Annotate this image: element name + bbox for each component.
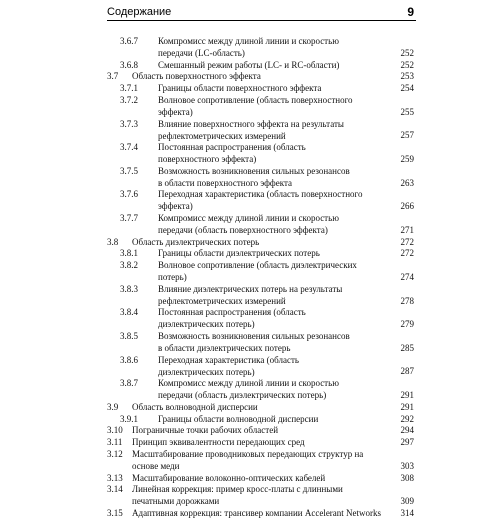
toc-entry-title-line: потерь) — [158, 272, 187, 283]
toc-entry-title — [132, 424, 278, 436]
toc-entry-title — [158, 413, 318, 425]
toc-entry-number: 3.7.7 — [120, 213, 138, 223]
header-page-number: 9 — [407, 5, 414, 19]
toc-entry-title-line: в области диэлектрических потерь — [158, 343, 291, 353]
toc-entry-page: 272 — [400, 236, 414, 247]
toc-entry-title-line: Масштабирование проводниковых передающих структур на — [132, 449, 364, 459]
toc-entry-number: 3.8.5 — [120, 331, 138, 341]
toc-entry-title-line: передачи (LC-область) — [158, 48, 245, 58]
toc-entry-title-line: передачи (область поверхностного эффекта) — [158, 225, 328, 235]
toc-entry-title-line: диэлектрических потерь) — [158, 366, 255, 377]
toc-entry-number: 3.9.1 — [120, 413, 138, 424]
toc-entry-title-line: Границы области диэлектрических потерь — [158, 248, 320, 259]
toc-entry-title-line: передачи (область диэлектрических потерь) — [158, 390, 327, 401]
toc-entry-title — [158, 82, 321, 94]
toc-entry-page: 271 — [400, 224, 414, 235]
toc-entry-title-line: Влияние диэлектрических потерь на результаты — [158, 283, 343, 294]
toc-entry-number: 3.11 — [107, 437, 123, 448]
toc-entry-title-line: эффекта) — [158, 201, 193, 212]
toc-entry-title — [158, 247, 320, 259]
toc-entry-number: 3.6.8 — [120, 59, 138, 70]
toc-entry-number: 3.8.2 — [120, 260, 138, 271]
header-title: Содержание — [107, 6, 172, 18]
toc-entry-number: 3.12 — [107, 449, 123, 459]
toc-entry-title-line: Постоянная распространения (область — [158, 142, 306, 153]
toc-entry-title — [158, 165, 350, 189]
toc-entry-page: 263 — [400, 177, 414, 188]
toc-entry-number: 3.7.4 — [120, 142, 138, 153]
toc-entry-title-line: поверхностного эффекта) — [158, 154, 257, 165]
toc-entry-number: 3.8.3 — [120, 283, 138, 294]
toc-entry-number: 3.8.6 — [120, 354, 138, 365]
toc-entry-title-line: Влияние поверхностного эффекта на результаты — [158, 118, 344, 129]
toc-entry-title-line: печатными дорожками — [132, 496, 220, 507]
toc-entry-number: 3.15 — [107, 508, 123, 518]
toc-entry-page: 266 — [400, 201, 414, 212]
toc-entry-title-line: Постоянная распространения (область — [158, 307, 306, 318]
toc-entry-number: 3.10 — [107, 425, 123, 436]
toc-entry-page: 255 — [400, 106, 414, 117]
toc-entry-page: 292 — [400, 413, 414, 424]
toc-entry-title-line: Возможность возникновения сильных резонансов — [158, 165, 350, 176]
toc-entry-page: 294 — [400, 425, 414, 436]
toc-entry-number: 3.7.6 — [120, 189, 138, 200]
toc-entry-title-line: Область поверхностного эффекта — [132, 71, 261, 82]
toc-entry-number: 3.14 — [107, 484, 123, 495]
toc-entry-title — [132, 448, 363, 472]
toc-entry-title — [158, 330, 350, 354]
toc-entry-title-line: Переходная характеристика (область поверхностного — [158, 189, 363, 200]
toc-entry-title — [132, 507, 381, 519]
toc-entry-number: 3.9 — [107, 401, 119, 412]
toc-entry-title-line: в области поверхностного эффекта — [158, 177, 293, 188]
toc-entry-title-line: рефлектометрических измерений — [158, 295, 286, 306]
toc-entry-page: 291 — [400, 389, 414, 400]
toc-entry-title — [132, 436, 305, 448]
toc-entry-title — [158, 188, 363, 212]
toc-entry-title — [132, 401, 258, 413]
toc-entry-number: 3.8.7 — [120, 378, 138, 389]
toc-entry-page: 303 — [400, 460, 414, 471]
toc-entry-number: 3.7 — [107, 71, 119, 82]
toc-entry-title-line: Адаптивная коррекция: трансивер компании Accelerant Networks — [132, 508, 382, 518]
toc-entry-number: 3.8 — [107, 236, 119, 247]
toc-entry-page: 259 — [400, 153, 414, 164]
toc-entry-title — [158, 354, 299, 378]
toc-entry-page: 274 — [400, 271, 414, 282]
toc-entry-title — [132, 236, 259, 248]
toc-entry-page: 253 — [400, 71, 414, 82]
toc-entry-title-line: эффекта) — [158, 107, 193, 117]
toc-entry-title-line: Волновое сопротивление (область поверхностного — [158, 95, 353, 105]
toc-entry-title-line: Границы области поверхностного эффекта — [158, 83, 322, 94]
toc-entry-title — [158, 141, 306, 165]
toc-entry-number: 3.7.5 — [120, 165, 138, 176]
toc-entry-title — [158, 118, 344, 142]
toc-entry-title-line: Смешанный режим работы (LC- и RC-области) — [158, 59, 340, 70]
toc-entry-title-line: Область диэлектрических потерь — [132, 236, 260, 247]
toc-entry-title-line: Компромисс между длиной линии и скоростью — [158, 213, 339, 223]
toc-entry-number: 3.13 — [107, 472, 123, 483]
toc-entry-page: 272 — [400, 248, 414, 259]
toc-entry-page: 254 — [400, 83, 414, 94]
toc-entry-title-line: Границы области волноводной дисперсии — [158, 413, 319, 424]
toc-entry-title — [158, 259, 357, 283]
toc-entry-number: 3.8.4 — [120, 307, 138, 318]
toc-entry-page: 252 — [400, 47, 414, 58]
toc-entry-title-line: Масштабирование волоконно-оптических кабелей — [132, 472, 326, 483]
toc-entry-page: 252 — [400, 59, 414, 70]
toc-entry-page: 314 — [400, 508, 414, 518]
toc-entry-title — [158, 306, 306, 330]
toc-entry-number: 3.7.3 — [120, 118, 138, 129]
toc-entry-title — [132, 483, 343, 507]
toc-entry-title — [132, 70, 261, 82]
toc-entry-title-line: рефлектометрических измерений — [158, 130, 286, 141]
toc-entry-title-line: Переходная характеристика (область — [158, 354, 300, 365]
toc-entry-page: 291 — [400, 401, 414, 412]
toc-entry-title — [158, 94, 353, 118]
toc-entry-number: 3.8.1 — [120, 248, 138, 259]
toc-entry-title — [132, 472, 325, 484]
toc-entry-title-line: Возможность возникновения сильных резонансов — [158, 331, 350, 341]
toc-entry-page: 308 — [400, 472, 414, 483]
toc-entry-title — [158, 59, 339, 71]
toc-entry-title-line: Пограничные точки рабочих областей — [132, 425, 279, 436]
toc-entry-title — [158, 212, 339, 236]
toc-entry-number: 3.6.7 — [120, 36, 138, 46]
toc-entry-page: 287 — [400, 366, 414, 377]
toc-entry-page: 279 — [400, 319, 414, 330]
toc-entry-title-line: Принцип эквивалентности передающих сред — [132, 437, 305, 448]
toc-entry-title-line: Линейная коррекция: пример кросс-платы с длинными — [132, 484, 343, 495]
toc-entry-title-line: Область волноводной дисперсии — [132, 401, 258, 412]
toc-entry-title-line: Компромисс между длиной линии и скоростью — [158, 378, 339, 389]
toc-entry-page: 285 — [400, 342, 414, 353]
toc-entry-page: 257 — [400, 130, 414, 141]
toc-entry-number: 3.7.1 — [120, 83, 138, 94]
toc-entry-page: 297 — [400, 437, 414, 448]
toc-entry-page: 309 — [400, 496, 414, 507]
toc-entry-title — [158, 283, 342, 307]
toc-entry-title-line: основе меди — [132, 461, 180, 471]
toc-entry-page: 278 — [400, 295, 414, 306]
toc-entry-title — [158, 35, 339, 59]
toc-entry-title-line: Волновое сопротивление (область диэлектрических — [158, 260, 357, 271]
toc-entry-title-line: Компромисс между длиной линии и скоростью — [158, 36, 339, 46]
toc-entry-number: 3.7.2 — [120, 95, 138, 105]
toc-entry-title — [158, 377, 339, 401]
toc-entry-title-line: диэлектрических потерь) — [158, 319, 255, 330]
